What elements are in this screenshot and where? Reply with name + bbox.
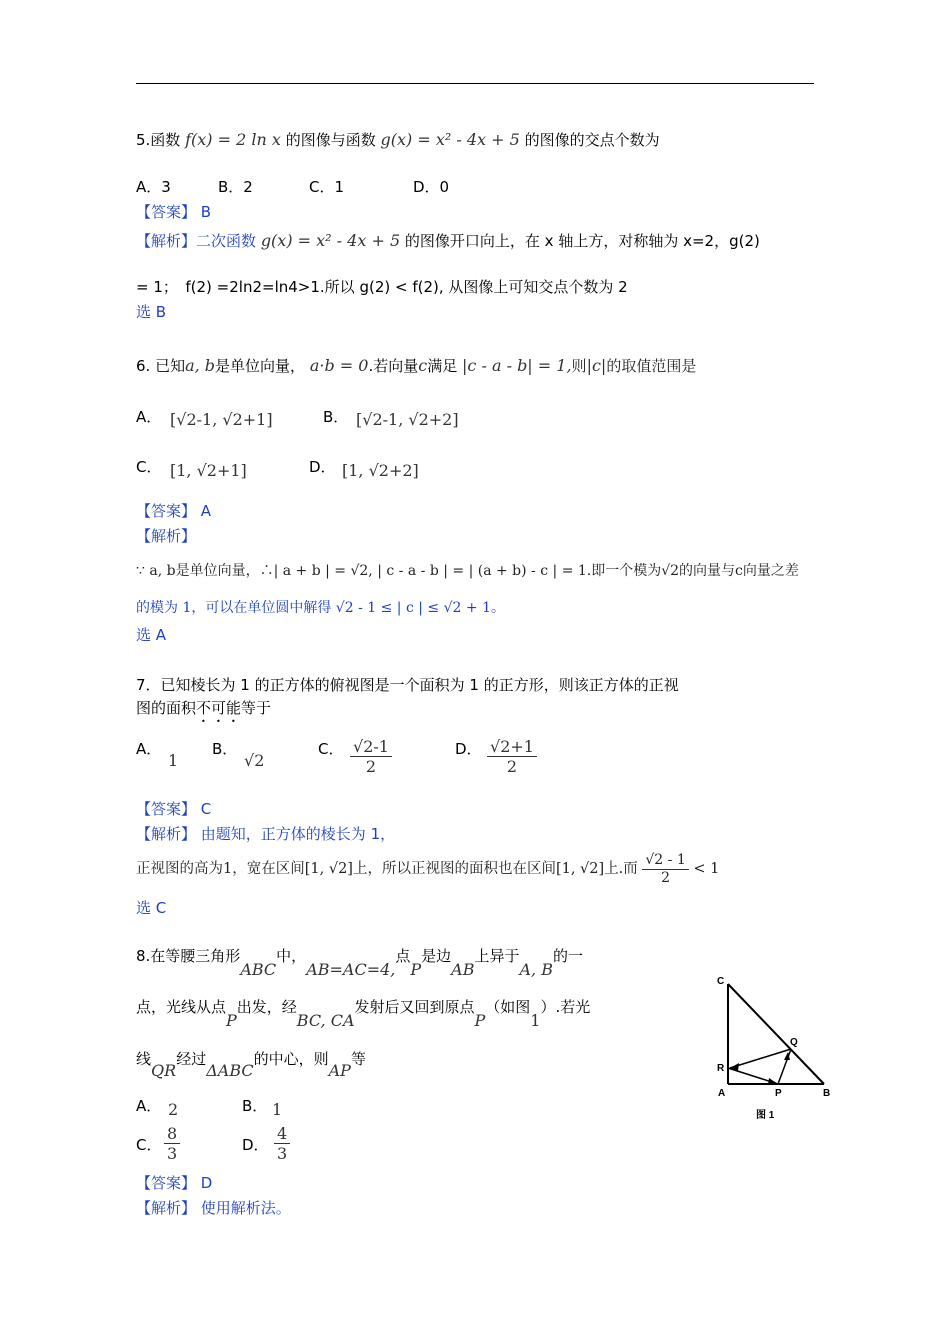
q6-option-a-value: [√2-1, √2+1] (170, 410, 273, 429)
q7-stem-line2 (136, 699, 271, 726)
q8-line3-qr: QR (151, 1061, 177, 1080)
q7-option-c-value (350, 737, 392, 776)
q8-a-b: A, B (519, 960, 553, 979)
q6-condition: |c - a - b| = 1, (462, 356, 572, 375)
q8-option-b-value: 1 (272, 1100, 283, 1119)
q8-answer (136, 1174, 212, 1192)
q8-option-b-label: B． (242, 1097, 268, 1115)
q6-stem (136, 356, 696, 375)
q8-text-a: 8.在等腰三角形 (136, 947, 241, 965)
q6-abs-c: |c| (586, 356, 607, 375)
q7-option-a-value: 1 (168, 751, 179, 770)
q8-option-d-label: D． (242, 1136, 269, 1154)
figure-ray-pq (778, 1049, 791, 1084)
q6-answer-value: A (200, 502, 212, 520)
q5-answer-label: 【答案】 (136, 203, 197, 221)
q8-option-a-value: 2 (168, 1100, 179, 1119)
q6-analysis-label: 【解析】 (136, 527, 197, 545)
q8-line3-text-a: 线 (136, 1050, 152, 1068)
q5-option-b: B．2 (218, 178, 253, 196)
q7-option-b-value: √2 (244, 751, 265, 770)
q5-choose: 选 B (136, 303, 167, 321)
figure-label-a: A (718, 1088, 726, 1099)
q7-option-d-value (487, 737, 537, 776)
q8-abc: ABC (240, 960, 277, 979)
q6-answer (136, 502, 211, 520)
q6-stem-text-f: 的取值范围是 (606, 357, 697, 375)
q5-analysis-text-b: 的图像开口向上，在 x 轴上方，对称轴为 x=2，g(2) (404, 232, 760, 250)
q8-line2-text-a: 点，光线从点 (136, 998, 227, 1016)
q8-text-d: 是边 (421, 947, 452, 965)
q8-line2-p2: P (474, 1011, 486, 1030)
q7-answer (136, 800, 211, 818)
q8-line2-bc-ca: BC, CA (296, 1011, 355, 1030)
q8-text-c: 点 (395, 947, 411, 965)
q6-option-d-value: [1, √2+2] (342, 461, 419, 480)
q5-f-expression: f(x) = 2 ln x (185, 130, 281, 149)
q8-line3-triangle: ΔABC (206, 1061, 254, 1080)
q6-option-b-value: [√2-1, √2+2] (356, 410, 459, 429)
q7-analysis-line2 (136, 852, 719, 887)
q8-option-c-label: C． (136, 1136, 162, 1154)
q8-option-c-value (164, 1124, 180, 1163)
q8-line3-text-c: 的中心，则 (253, 1050, 329, 1068)
q7-option-b-label: B． (212, 740, 238, 758)
q6-stem-text-d: 满足 (427, 357, 458, 375)
figure-side-bc (728, 984, 824, 1084)
figure-arrowhead-p (768, 1078, 778, 1085)
q8-analysis-text: 使用解析法。 (200, 1199, 291, 1217)
q6-option-b-label: B． (323, 408, 349, 426)
q8-option-c-denominator: 3 (167, 1144, 178, 1164)
q8-stem-line3 (136, 1049, 696, 1085)
q8-equation: AB=AC=4, (306, 960, 396, 979)
q5-stem-text-c: 的图像的交点个数为 (524, 131, 660, 149)
q8-line3-text-d: 等 (350, 1050, 366, 1068)
q8-option-d-value (274, 1124, 290, 1163)
q5-option-d: D．0 (413, 178, 450, 196)
q6-dot-product: a·b = 0 (309, 356, 369, 375)
q8-line3-ap: AP (328, 1061, 351, 1080)
q5-analysis-line2: = 1； f(2) =2ln2=ln4>1.所以 g(2) < f(2), 从图像上可知交点个数为 2 (136, 278, 628, 296)
figure-label-c: C (717, 976, 725, 987)
q8-line2-text-d: （如图 (485, 998, 531, 1016)
q6-option-d-label: D． (309, 458, 336, 476)
q8-option-d-denominator: 3 (277, 1144, 288, 1164)
q5-option-c: C．1 (309, 178, 345, 196)
q8-figure (704, 972, 840, 1134)
q7-answer-value: C (200, 800, 212, 818)
figure-ray-qr (730, 1049, 791, 1068)
q7-analysis-text-end: < 1 (693, 860, 720, 877)
q5-analysis (136, 231, 760, 250)
q8-ab: AB (451, 960, 475, 979)
q8-option-d-numerator: 4 (274, 1124, 290, 1144)
figure-caption: 图 1 (756, 1110, 775, 1121)
q7-analysis-text-b: 正视图的高为1，宽在区间[1, √2]上，所以正视图的面积也在区间[1, √2]上.而 (136, 860, 638, 877)
q7-option-d-denominator: 2 (506, 757, 518, 777)
q7-analysis-fraction-numerator: √2 - 1 (642, 852, 688, 870)
q7-option-d-numerator: √2+1 (487, 737, 537, 757)
q8-line2-text-e: ）.若光 (540, 998, 591, 1016)
q6-ab: a, b (185, 356, 216, 375)
q6-choose: 选 A (136, 626, 167, 644)
q6-option-c-value: [1, √2+1] (170, 461, 247, 480)
q7-choose: 选 C (136, 899, 167, 917)
q8-option-a-label: A． (136, 1097, 162, 1115)
q5-analysis-g-expression: g(x) = x² - 4x + 5 (260, 231, 401, 250)
q8-stem-line2 (136, 997, 696, 1033)
q7-answer-label: 【答案】 (136, 800, 197, 818)
q8-line2-figure-number: 1 (530, 1011, 541, 1030)
q7-option-c-label: C． (318, 740, 344, 758)
q5-option-a: A．3 (136, 178, 171, 196)
q8-line2-p: P (226, 1011, 237, 1030)
q8-line2-text-b: 出发，经 (236, 998, 297, 1016)
q5-stem-text-b: 的图像与函数 (285, 131, 376, 149)
q6-stem-text-e: 则 (571, 357, 587, 375)
q8-p: P (410, 960, 422, 979)
q8-answer-value: D (200, 1174, 213, 1192)
q7-analysis-label: 【解析】 (136, 825, 197, 843)
q7-analysis-fraction-denominator: 2 (661, 869, 671, 886)
q8-option-c-numerator: 8 (164, 1124, 180, 1144)
figure-label-b: B (823, 1088, 831, 1099)
q7-option-a-label: A． (136, 740, 162, 758)
q6-c: c (418, 356, 428, 375)
q7-analysis-text-a: 由题知，正方体的棱长为 1， (200, 825, 396, 843)
q8-answer-label: 【答案】 (136, 1174, 197, 1192)
q6-stem-text-c: .若向量 (368, 357, 419, 375)
q6-analysis-line2: 的模为 1，可以在单位圆中解得 √2 - 1 ≤ | c | ≤ √2 + 1。 (136, 600, 505, 616)
q8-text-e: 上异于 (474, 947, 520, 965)
q6-option-c-label: C． (136, 458, 162, 476)
figure-label-p: P (775, 1088, 782, 1099)
q6-answer-label: 【答案】 (136, 502, 197, 520)
q8-text-f: 的一 (552, 947, 583, 965)
figure-label-r: R (717, 1063, 725, 1074)
q8-line3-text-b: 经过 (176, 1050, 207, 1068)
q7-stem-text-a: 图的面积 (136, 699, 197, 717)
q7-option-d-label: D． (455, 740, 482, 758)
q5-analysis-label: 【解析】 (136, 232, 197, 250)
q5-stem-text-a: 5.函数 (136, 131, 181, 149)
q7-analysis (136, 825, 395, 843)
q8-stem-line1 (136, 946, 696, 982)
header-rule (136, 83, 814, 84)
q7-stem-line1: 7．已知棱长为 1 的正方体的俯视图是一个面积为 1 的正方形，则该正方体的正视 (136, 676, 679, 694)
q7-emphasis-text: 不可能 (196, 699, 242, 717)
q6-stem-text-b: 是单位向量， (215, 357, 306, 375)
q6-stem-text-a: 6. 已知 (136, 357, 186, 375)
q8-line2-text-c: 发射后又回到原点 (354, 998, 475, 1016)
q7-option-c-numerator: √2-1 (350, 737, 392, 757)
q8-analysis (136, 1199, 291, 1217)
q7-option-c-denominator: 2 (365, 757, 377, 777)
figure-label-q: Q (790, 1037, 798, 1048)
q5-analysis-text-a: 二次函数 (196, 232, 257, 250)
q5-stem (136, 130, 660, 149)
q5-answer-value: B (200, 203, 212, 221)
q6-analysis-line1: ∵ a, b是单位向量，∴| a + b | = √2, | c - a - b | = | (a + b) - c | = 1.即一个模为√2的向量与c向量之差 (136, 563, 799, 579)
q6-option-a-label: A． (136, 408, 162, 426)
q5-answer (136, 203, 211, 221)
q5-g-expression: g(x) = x² - 4x + 5 (380, 130, 520, 149)
q8-analysis-label: 【解析】 (136, 1199, 197, 1217)
q7-stem-text-c: 等于 (241, 699, 272, 717)
q8-text-b: 中， (276, 947, 307, 965)
